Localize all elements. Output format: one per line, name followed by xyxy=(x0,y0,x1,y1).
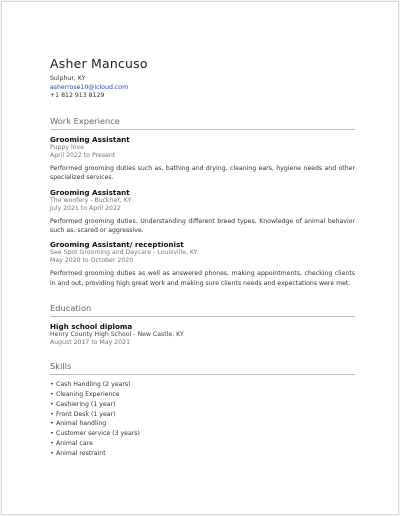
section-title-work: Work Experience xyxy=(50,116,355,130)
skill-label: Cashiering (1 year) xyxy=(56,400,116,408)
education-section xyxy=(50,303,355,347)
job-entry xyxy=(50,188,355,236)
job-dates: May 2020 to October 2020 xyxy=(50,257,134,265)
header xyxy=(50,56,355,101)
resume-content xyxy=(50,56,355,459)
school: Henry County High School - New Castle, KY xyxy=(50,331,184,339)
bullet-icon: • xyxy=(50,410,54,418)
contact-info xyxy=(50,75,355,101)
skill-item xyxy=(50,419,355,429)
job-title: Grooming Assistant xyxy=(50,134,130,144)
section-title-education: Education xyxy=(50,303,355,317)
bullet-icon: • xyxy=(50,449,54,457)
bullet-icon: • xyxy=(50,391,54,399)
bullet-icon: • xyxy=(50,381,54,389)
bullet-icon: • xyxy=(50,440,54,447)
email-link[interactable]: asherrose10@icloud.com xyxy=(50,83,129,91)
job-company: See Spot Grooming and Daycare - Louisville, KY xyxy=(50,249,198,257)
job-company: The woofery - Buckner, KY xyxy=(50,196,132,204)
job-company: Puppy love xyxy=(50,143,85,151)
phone: +1 812 913 8129 xyxy=(50,92,105,100)
job-description: Performed grooming duties such as, bathing and drying, cleaning ears, hygiene needs and other specialized services. xyxy=(50,164,355,182)
section-title-skills: Skills xyxy=(50,361,355,375)
bullet-icon: • xyxy=(50,420,54,428)
skill-label: Animal restraint xyxy=(56,449,106,457)
job-description: Performed grooming duties as well as answered phones, making appointments, checking clients in and out, providing high great work and making sure clients needs and expectations were met. xyxy=(50,270,355,287)
skill-item xyxy=(50,380,355,390)
skill-label: Animal handling xyxy=(56,420,107,428)
job-entry xyxy=(50,240,355,288)
resume-page xyxy=(1,1,399,515)
skills-section xyxy=(50,361,355,458)
skill-label: Front Desk (1 year) xyxy=(56,410,116,418)
skill-item xyxy=(50,400,355,410)
degree: High school diploma xyxy=(50,322,133,332)
education-dates: August 2017 to May 2021 xyxy=(50,339,131,347)
job-title: Grooming Assistant/ receptionist xyxy=(50,240,184,250)
job-dates: April 2022 to Present xyxy=(50,151,116,159)
skills-list xyxy=(50,380,355,458)
skill-label: Customer service (3 years) xyxy=(56,430,140,438)
skill-item xyxy=(50,390,355,400)
job-title: Grooming Assistant xyxy=(50,187,130,197)
bullet-icon: • xyxy=(50,400,54,408)
candidate-name: Asher Mancuso xyxy=(50,56,148,71)
skill-label: Cleaning Experience xyxy=(56,391,120,399)
job-entry xyxy=(50,135,355,183)
skill-label: Animal care xyxy=(56,440,93,447)
work-experience-section xyxy=(50,116,355,288)
skill-item xyxy=(50,439,355,449)
skill-item xyxy=(50,410,355,420)
skill-label: Cash Handling (2 years) xyxy=(56,381,131,389)
skill-item xyxy=(50,429,355,439)
bullet-icon: • xyxy=(50,430,54,438)
job-description: Performed grooming duties. Understanding different breed types. Knowledge of animal behavior such as, scared or aggressive. xyxy=(50,217,355,234)
job-dates: July 2021 to April 2022 xyxy=(50,204,121,212)
skill-item xyxy=(50,449,355,459)
location: Sulphur, KY xyxy=(50,75,86,82)
